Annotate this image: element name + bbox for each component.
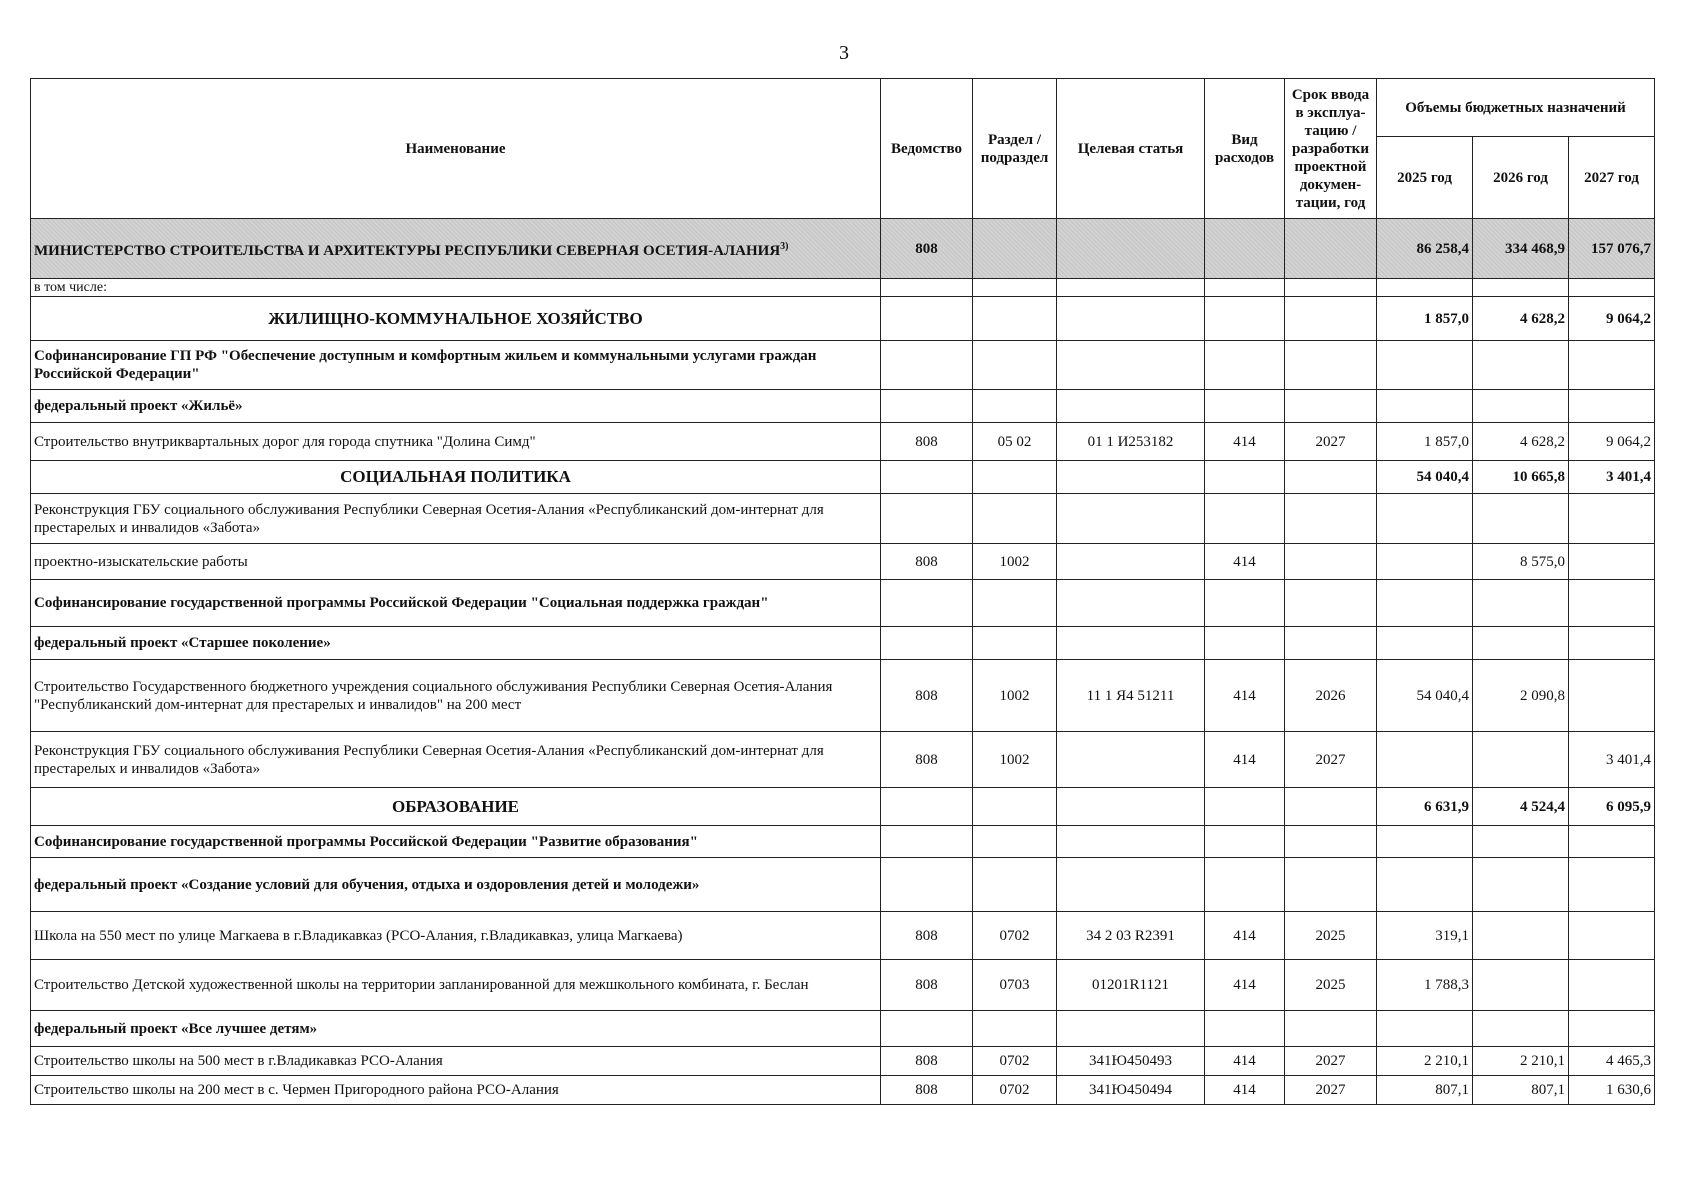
cell-expense-type: [1205, 1011, 1285, 1047]
cell-target: [1057, 788, 1205, 826]
cell-name: Софинансирование государственной программы Российской Федерации "Развитие образования": [31, 826, 881, 858]
cell-expense-type: 414: [1205, 544, 1285, 580]
cell-name: Строительство Государственного бюджетного учреждения социального обслуживания Республики Северная Осетия-Алания "Республиканский дом-интернат для престарелых и инвалидов" на 200 мест: [31, 660, 881, 732]
cell-target: [1057, 732, 1205, 788]
cell-agency: 808: [881, 1076, 973, 1105]
cell-name: Реконструкция ГБУ социального обслуживания Республики Северная Осетия-Алания «Республиканский дом-интернат для престарелых и инвалидов «Забота»: [31, 732, 881, 788]
cell-target: [1057, 858, 1205, 912]
cell-year: [1285, 494, 1377, 544]
cell-target: 11 1 Я4 51211: [1057, 660, 1205, 732]
table-row: [31, 544, 1655, 580]
cell-value-2026: [1473, 341, 1569, 390]
cell-target: 01201R1121: [1057, 960, 1205, 1011]
cell-year: 2027: [1285, 1076, 1377, 1105]
ministry-2025: 86 258,4: [1377, 219, 1473, 279]
cell-year: 2025: [1285, 960, 1377, 1011]
cell-name: ОБРАЗОВАНИЕ: [31, 788, 881, 826]
table-row: [31, 494, 1655, 544]
cell-value-2027: 9 064,2: [1569, 297, 1655, 341]
cell-value-2027: [1569, 544, 1655, 580]
cell-year: [1285, 858, 1377, 912]
cell-expense-type: [1205, 494, 1285, 544]
table-row: [31, 1076, 1655, 1105]
cell-year: 2027: [1285, 732, 1377, 788]
cell-expense-type: [1205, 858, 1285, 912]
cell-section: 0702: [973, 912, 1057, 960]
cell-value-2026: [1473, 1011, 1569, 1047]
cell-section: [973, 826, 1057, 858]
cell-value-2027: [1569, 858, 1655, 912]
cell-expense-type: [1205, 341, 1285, 390]
cell-value-2025: 54 040,4: [1377, 461, 1473, 494]
header-agency: Ведомство: [881, 79, 973, 219]
cell-target: 341Ю450494: [1057, 1076, 1205, 1105]
cell-section: 1002: [973, 732, 1057, 788]
cell-value-2027: 1 630,6: [1569, 1076, 1655, 1105]
cell-expense-type: [1205, 826, 1285, 858]
cell-expense-type: 414: [1205, 423, 1285, 461]
table-row: [31, 390, 1655, 423]
cell-value-2027: [1569, 580, 1655, 627]
section-row: [31, 461, 1655, 494]
cell-name: Софинансирование государственной программы Российской Федерации "Социальная поддержка граждан": [31, 580, 881, 627]
section-row: [31, 297, 1655, 341]
cell-year: 2027: [1285, 423, 1377, 461]
cell-value-2026: 4 628,2: [1473, 297, 1569, 341]
cell-value-2026: [1473, 732, 1569, 788]
cell-name: Строительство школы на 500 мест в г.Владикавказ РСО-Алания: [31, 1047, 881, 1076]
cell-value-2027: 9 064,2: [1569, 423, 1655, 461]
cell-value-2025: 319,1: [1377, 912, 1473, 960]
cell-value-2025: 1 857,0: [1377, 423, 1473, 461]
cell-value-2026: [1473, 627, 1569, 660]
cell-agency: 808: [881, 544, 973, 580]
cell-expense-type: [1205, 297, 1285, 341]
cell-agency: 808: [881, 732, 973, 788]
table-row: [31, 660, 1655, 732]
cell-target: 34 2 03 R2391: [1057, 912, 1205, 960]
cell-expense-type: 414: [1205, 1076, 1285, 1105]
cell-section: [973, 341, 1057, 390]
cell-target: [1057, 544, 1205, 580]
cell-agency: [881, 297, 973, 341]
cell-agency: 808: [881, 960, 973, 1011]
cell-section: [973, 858, 1057, 912]
cell-section: [973, 297, 1057, 341]
cell-value-2026: 2 090,8: [1473, 660, 1569, 732]
cell-section: 0702: [973, 1076, 1057, 1105]
header-2026: 2026 год: [1473, 137, 1569, 219]
ministry-agency: 808: [881, 219, 973, 279]
header-section: Раздел / подраздел: [973, 79, 1057, 219]
cell-name: Софинансирование ГП РФ "Обеспечение доступным и комфортным жильем и коммунальными услугами граждан Российской Федерации": [31, 341, 881, 390]
cell-target: [1057, 341, 1205, 390]
cell-agency: [881, 390, 973, 423]
cell-value-2025: 807,1: [1377, 1076, 1473, 1105]
ministry-name: МИНИСТЕРСТВО СТРОИТЕЛЬСТВА И АРХИТЕКТУРЫ РЕСПУБЛИКИ СЕВЕРНАЯ ОСЕТИЯ-АЛАНИЯ$^{3)}$: [31, 219, 881, 279]
cell-value-2026: 8 575,0: [1473, 544, 1569, 580]
header-deadline: Срок ввода в эксплуа-тацию / разработки проектной докумен-тации, год: [1285, 79, 1377, 219]
cell-name: федеральный проект «Создание условий для обучения, отдыха и оздоровления детей и молодежи»: [31, 858, 881, 912]
header-target: Целевая статья: [1057, 79, 1205, 219]
cell-year: [1285, 627, 1377, 660]
cell-name: Строительство школы на 200 мест в с. Чермен Пригородного района РСО-Алания: [31, 1076, 881, 1105]
header-name: Наименование: [31, 79, 881, 219]
cell-value-2025: [1377, 1011, 1473, 1047]
cell-section: 0703: [973, 960, 1057, 1011]
cell-value-2027: [1569, 912, 1655, 960]
cell-agency: [881, 627, 973, 660]
cell-agency: 808: [881, 423, 973, 461]
cell-value-2026: 10 665,8: [1473, 461, 1569, 494]
including-row: [31, 279, 1655, 297]
cell-expense-type: 414: [1205, 960, 1285, 1011]
table-row: [31, 1011, 1655, 1047]
header-2025: 2025 год: [1377, 137, 1473, 219]
cell-section: [973, 627, 1057, 660]
cell-value-2025: [1377, 341, 1473, 390]
cell-name: проектно-изыскательские работы: [31, 544, 881, 580]
cell-section: [973, 580, 1057, 627]
cell-section: [973, 390, 1057, 423]
cell-value-2027: 4 465,3: [1569, 1047, 1655, 1076]
including-label: в том числе:: [31, 279, 881, 297]
cell-value-2026: 4 628,2: [1473, 423, 1569, 461]
cell-agency: [881, 580, 973, 627]
header-volumes: Объемы бюджетных назначений: [1377, 79, 1655, 137]
cell-section: [973, 461, 1057, 494]
cell-name: Строительство внутриквартальных дорог для города спутника "Долина Симд": [31, 423, 881, 461]
cell-section: 0702: [973, 1047, 1057, 1076]
cell-value-2027: 3 401,4: [1569, 732, 1655, 788]
cell-value-2025: [1377, 627, 1473, 660]
cell-section: [973, 494, 1057, 544]
cell-expense-type: 414: [1205, 1047, 1285, 1076]
cell-expense-type: [1205, 627, 1285, 660]
cell-value-2025: [1377, 580, 1473, 627]
cell-value-2026: 2 210,1: [1473, 1047, 1569, 1076]
cell-name: федеральный проект «Старшее поколение»: [31, 627, 881, 660]
cell-value-2025: [1377, 494, 1473, 544]
table-row: [31, 826, 1655, 858]
cell-value-2026: [1473, 826, 1569, 858]
cell-value-2025: [1377, 826, 1473, 858]
cell-year: [1285, 788, 1377, 826]
cell-expense-type: 414: [1205, 732, 1285, 788]
header-2027: 2027 год: [1569, 137, 1655, 219]
table-row: [31, 341, 1655, 390]
cell-value-2026: 807,1: [1473, 1076, 1569, 1105]
cell-section: 1002: [973, 660, 1057, 732]
cell-value-2026: [1473, 960, 1569, 1011]
cell-name: СОЦИАЛЬНАЯ ПОЛИТИКА: [31, 461, 881, 494]
cell-year: [1285, 297, 1377, 341]
table-row: [31, 912, 1655, 960]
ministry-row: [31, 219, 1655, 279]
cell-section: 1002: [973, 544, 1057, 580]
cell-value-2026: [1473, 912, 1569, 960]
cell-target: [1057, 461, 1205, 494]
cell-value-2026: 4 524,4: [1473, 788, 1569, 826]
cell-section: 05 02: [973, 423, 1057, 461]
table-row: [31, 858, 1655, 912]
cell-year: 2027: [1285, 1047, 1377, 1076]
cell-year: [1285, 461, 1377, 494]
cell-agency: [881, 788, 973, 826]
table-row: [31, 1047, 1655, 1076]
cell-year: [1285, 1011, 1377, 1047]
cell-value-2027: [1569, 660, 1655, 732]
cell-target: 01 1 И253182: [1057, 423, 1205, 461]
cell-value-2027: [1569, 494, 1655, 544]
cell-target: [1057, 826, 1205, 858]
cell-value-2027: [1569, 341, 1655, 390]
cell-name: федеральный проект «Все лучшее детям»: [31, 1011, 881, 1047]
cell-agency: [881, 826, 973, 858]
cell-value-2025: 54 040,4: [1377, 660, 1473, 732]
cell-target: [1057, 627, 1205, 660]
table-row: [31, 423, 1655, 461]
table-row: [31, 960, 1655, 1011]
cell-year: 2025: [1285, 912, 1377, 960]
ministry-2027: 157 076,7: [1569, 219, 1655, 279]
cell-expense-type: 414: [1205, 660, 1285, 732]
cell-name: Реконструкция ГБУ социального обслуживания Республики Северная Осетия-Алания «Республиканский дом-интернат для престарелых и инвалидов «Забота»: [31, 494, 881, 544]
cell-agency: 808: [881, 912, 973, 960]
cell-value-2027: [1569, 390, 1655, 423]
cell-value-2027: [1569, 826, 1655, 858]
cell-expense-type: [1205, 461, 1285, 494]
ministry-2026: 334 468,9: [1473, 219, 1569, 279]
cell-value-2025: 2 210,1: [1377, 1047, 1473, 1076]
cell-year: [1285, 390, 1377, 423]
cell-agency: [881, 1011, 973, 1047]
cell-value-2027: [1569, 1011, 1655, 1047]
cell-section: [973, 1011, 1057, 1047]
cell-name: федеральный проект «Жильё»: [31, 390, 881, 423]
cell-expense-type: 414: [1205, 912, 1285, 960]
cell-agency: 808: [881, 660, 973, 732]
header-expense-type: Вид расходов: [1205, 79, 1285, 219]
cell-year: 2026: [1285, 660, 1377, 732]
cell-expense-type: [1205, 390, 1285, 423]
cell-target: [1057, 494, 1205, 544]
cell-expense-type: [1205, 580, 1285, 627]
section-row: [31, 788, 1655, 826]
cell-value-2025: 6 631,9: [1377, 788, 1473, 826]
cell-year: [1285, 341, 1377, 390]
cell-value-2026: [1473, 390, 1569, 423]
cell-agency: [881, 858, 973, 912]
cell-target: [1057, 297, 1205, 341]
budget-table: [30, 78, 1655, 1105]
cell-value-2026: [1473, 580, 1569, 627]
cell-value-2027: 3 401,4: [1569, 461, 1655, 494]
cell-value-2025: [1377, 390, 1473, 423]
cell-target: [1057, 1011, 1205, 1047]
cell-value-2025: 1 788,3: [1377, 960, 1473, 1011]
cell-value-2025: [1377, 858, 1473, 912]
cell-value-2025: [1377, 732, 1473, 788]
cell-expense-type: [1205, 788, 1285, 826]
cell-name: ЖИЛИЩНО-КОММУНАЛЬНОЕ ХОЗЯЙСТВО: [31, 297, 881, 341]
table-row: [31, 580, 1655, 627]
cell-value-2025: [1377, 544, 1473, 580]
cell-year: [1285, 544, 1377, 580]
cell-value-2027: [1569, 960, 1655, 1011]
cell-value-2027: [1569, 627, 1655, 660]
table-row: [31, 627, 1655, 660]
cell-agency: 808: [881, 1047, 973, 1076]
cell-target: 341Ю450493: [1057, 1047, 1205, 1076]
cell-agency: [881, 494, 973, 544]
cell-value-2026: [1473, 858, 1569, 912]
cell-name: Школа на 550 мест по улице Магкаева в г.Владикавказ (РСО-Алания, г.Владикавказ, улица Магкаева): [31, 912, 881, 960]
cell-agency: [881, 341, 973, 390]
cell-section: [973, 788, 1057, 826]
cell-name: Строительство Детской художественной школы на территории запланированной для межшкольного комбината, г. Беслан: [31, 960, 881, 1011]
cell-target: [1057, 390, 1205, 423]
table-row: [31, 732, 1655, 788]
cell-year: [1285, 826, 1377, 858]
cell-value-2027: 6 095,9: [1569, 788, 1655, 826]
page-number: 3: [839, 42, 849, 64]
cell-agency: [881, 461, 973, 494]
cell-target: [1057, 580, 1205, 627]
cell-value-2026: [1473, 494, 1569, 544]
cell-value-2025: 1 857,0: [1377, 297, 1473, 341]
cell-year: [1285, 580, 1377, 627]
